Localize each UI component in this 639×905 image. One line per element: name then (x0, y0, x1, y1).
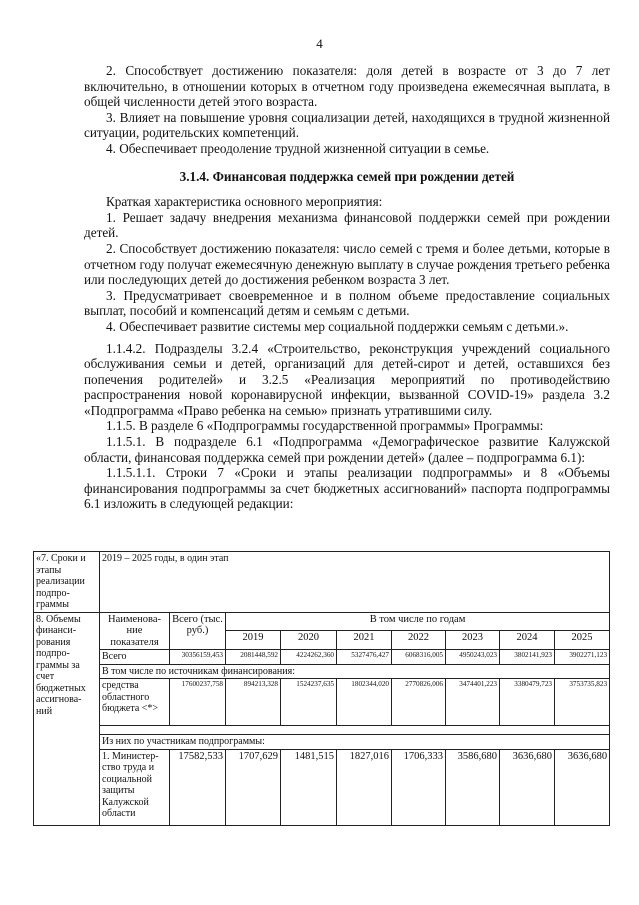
regional-row-value: 3380479,723 (500, 679, 555, 726)
paragraph: Краткая характеристика основного мероприятия: (106, 194, 383, 210)
ministry-row-value: 3636,680 (555, 749, 610, 825)
participants-heading: Из них по участникам подпрограммы: (100, 735, 610, 750)
table-row (34, 664, 610, 679)
paragraph: 2. Способствует достижению показателя: число семей с тремя и более детьми, которые в отчетном году получат ежемесячную денежную выплату в случае рождения третьего ребенка или последующих детей до достижения ребенком возраста 3 лет. (84, 240, 610, 288)
year-header: 2024 (500, 630, 555, 649)
ministry-row-label: 1. Министер-ство труда и социальной защиты Калужской области (100, 749, 170, 825)
regional-row-label: средства областного бюджета <*> (100, 679, 170, 726)
total-row-value: 6068316,005 (392, 650, 446, 665)
sources-heading: В том числе по источникам финансирования: (100, 664, 610, 679)
col-name-header: Наименова-ние показателя (100, 612, 170, 650)
ministry-row-value: 3636,680 (500, 749, 555, 825)
total-row-value: 3802141,923 (500, 650, 555, 665)
paragraph: 1.1.5. В разделе 6 «Подпрограммы государственной программы» Программы: (106, 418, 544, 434)
paragraph: 1.1.5.1.1. Строки 7 «Сроки и этапы реализации подпрограммы» и 8 «Объемы финансирования подпрограммы за счет бюджетных ассигнований» паспорта подпрограммы 6.1 изложить в следующей редакции: (84, 465, 610, 512)
paragraph: 2. Способствует достижению показателя: доля детей в возрасте от 3 до 7 лет включительно, в отношении которых в отчетном году произведена ежемесячная выплата, в общей численности детей этого возраста. (84, 63, 610, 110)
paragraph: 1.1.5.1. В подразделе 6.1 «Подпрограмма «Демографическое развитие Калужской области, финансовая поддержка семей при рождении детей» (далее – подпрограмма 6.1): (84, 434, 610, 465)
ministry-row-value: 1827,016 (337, 749, 392, 825)
document-body (84, 63, 610, 512)
table-row (34, 679, 610, 726)
ministry-row-value: 3586,680 (446, 749, 500, 825)
regional-row-value: 1802344,020 (337, 679, 392, 726)
year-header: 2020 (281, 630, 337, 649)
row7-label: «7. Сроки и этапы реализации подпро-граммы (34, 552, 100, 613)
paragraph: 3. Предусматривает своевременное и в полном объеме предоставление социальных выплат, пособий и компенсаций детям и семьям с детьми. (84, 287, 610, 319)
section-heading: 3.1.4. Финансовая поддержка семей при рождении детей (179, 168, 515, 184)
total-row-value: 4224262,360 (281, 650, 337, 665)
passport-table (33, 551, 610, 826)
table-row (34, 650, 610, 665)
regional-row-total: 17600237,758 (170, 679, 226, 726)
total-row-value: 2081448,592 (226, 650, 281, 665)
year-header: 2019 (226, 630, 281, 649)
table-row (34, 726, 610, 735)
col-total-header: Всего (тыс. руб.) (170, 612, 226, 650)
year-header: 2025 (555, 630, 610, 649)
ministry-row-value: 1706,333 (392, 749, 446, 825)
total-row-value: 4950243,023 (446, 650, 500, 665)
paragraph: 1. Решает задачу внедрения механизма финансовой поддержки семей при рождении детей. (84, 209, 610, 241)
paragraph: 4. Обеспечивает преодоление трудной жизненной ситуации в семье. (106, 140, 490, 156)
ministry-row-value: 1707,629 (226, 749, 281, 825)
regional-row-value: 3753735,823 (555, 679, 610, 726)
year-header: 2022 (392, 630, 446, 649)
row7-value: 2019 – 2025 годы, в один этап (100, 552, 610, 613)
ministry-row-total: 17582,533 (170, 749, 226, 825)
regional-row-value: 2770826,006 (392, 679, 446, 726)
table-row (34, 735, 610, 750)
table-row (34, 749, 610, 825)
table-row (34, 612, 610, 630)
regional-row-value: 3474401,223 (446, 679, 500, 726)
paragraph: 3. Влияет на повышение уровня социализации детей, находящихся в трудной жизненной ситуации, родительских компетенций. (84, 109, 610, 141)
col-years-header: В том числе по годам (226, 612, 610, 630)
total-row-label: Всего (100, 650, 170, 665)
year-header: 2021 (337, 630, 392, 649)
paragraph: 4. Обеспечивает развитие системы мер социальной поддержки семьям с детьми.». (106, 318, 569, 334)
total-row-total: 30356159,453 (170, 650, 226, 665)
year-header: 2023 (446, 630, 500, 649)
regional-row-value: 894213,328 (226, 679, 281, 726)
row8-label: 8. Объемы финанси-рования подпро-граммы за счет бюджетных ассигнова-ний (34, 612, 100, 825)
total-row-value: 5327476,427 (337, 650, 392, 665)
regional-row-value: 1524237,635 (281, 679, 337, 726)
page-number: 4 (316, 36, 323, 51)
total-row-value: 3902271,123 (555, 650, 610, 665)
paragraph: 1.1.4.2. Подразделы 3.2.4 «Строительство, реконструкция учреждений социального обслуживания семьи и детей, организаций для детей-сирот и детей, оставшихся без попечения родителей» и 3.2.5 «Реализация мероприятий по противодействию распространения новой коронавирусной инфекции, вызванной COVID-19» раздела 3.2 «Подпрограмма «Право ребенка на семью» признать утратившими силу. (84, 340, 610, 418)
table-row (34, 552, 610, 613)
ministry-row-value: 1481,515 (281, 749, 337, 825)
